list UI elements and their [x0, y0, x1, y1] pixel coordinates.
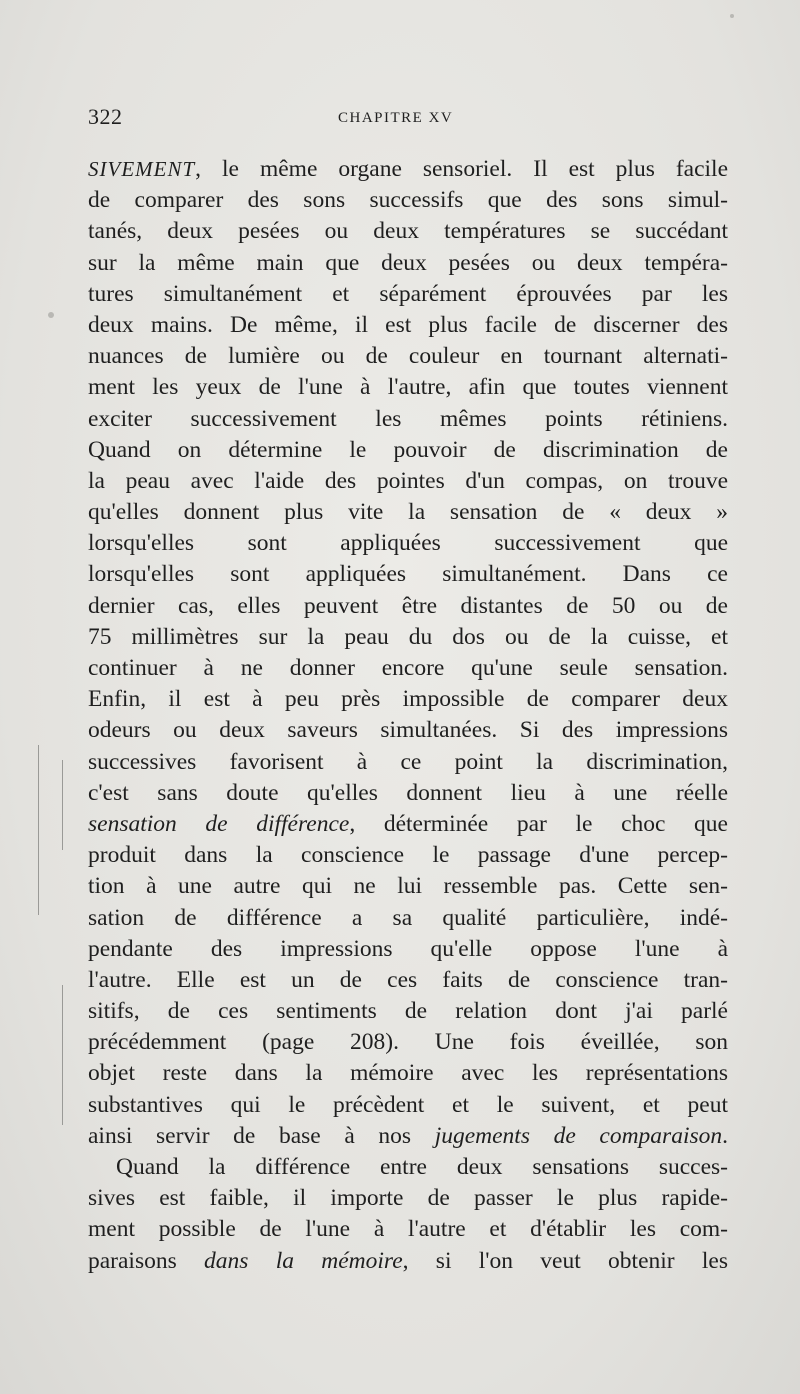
emphasis-run: jugements de comparaison: [434, 1122, 723, 1149]
text-line: [88, 528, 728, 559]
page-speck: [730, 14, 734, 18]
text-run: tures simultanément et séparément éprouvées par les: [88, 280, 728, 307]
text-run: produit dans la conscience le passage d'une percep-: [88, 842, 728, 869]
text-line: [88, 591, 728, 622]
text-line: [88, 778, 728, 809]
text-line: [88, 965, 728, 996]
text-run: substantives qui le précèdent et le suivent, et peut: [88, 1091, 728, 1118]
text-line: [88, 1214, 728, 1245]
text-line: [88, 341, 728, 372]
page-number: 322: [88, 104, 123, 129]
text-run: tanés, deux pesées ou deux températures se succédant: [88, 218, 728, 245]
text-line: [88, 1246, 728, 1277]
text-run: ment les yeux de l'une à l'autre, afin que toutes viennent: [88, 374, 728, 401]
text-run: , le même organe sensoriel. Il est plus facile: [195, 156, 728, 182]
text-run: exciter successivement les mêmes points rétiniens.: [88, 405, 728, 432]
text-run: qu'elles donnent plus vite la sensation de « deux »: [88, 499, 728, 526]
text-line: [88, 1090, 728, 1121]
page-speck: [48, 312, 54, 318]
text-line: [88, 840, 728, 871]
running-head: CHAPITRE XV: [338, 110, 454, 126]
text-run: sives est faible, il importe de passer le plus rapide-: [88, 1185, 728, 1212]
body-text: [88, 154, 728, 1277]
text-run: objet reste dans la mémoire avec les représentations: [88, 1060, 728, 1087]
emphasis-run: dans la mémoire: [204, 1247, 403, 1274]
text-run: ainsi servir de base à nos: [88, 1122, 435, 1149]
margin-pencil-mark: [62, 985, 63, 1125]
emphasis-run: sensation de différence: [88, 810, 350, 837]
page-header: [88, 104, 728, 140]
text-line: [88, 372, 728, 403]
emphasis-run: SIVEMENT: [88, 157, 196, 181]
text-run: précédemment (page 208). Une fois éveillée, son: [88, 1029, 728, 1056]
text-line: [88, 653, 728, 684]
text-line: [88, 216, 728, 247]
text-run: l'autre. Elle est un de ces faits de conscience tran-: [88, 966, 728, 993]
text-line: [88, 622, 728, 653]
text-run: 75 millimètres sur la peau du dos ou de la cuisse, et: [88, 623, 728, 650]
text-line: [88, 996, 728, 1027]
text-line: [88, 934, 728, 965]
text-line: [88, 185, 728, 216]
text-run: lorsqu'elles sont appliquées successivement que: [88, 530, 728, 557]
text-line: [88, 1152, 728, 1183]
text-line: [88, 279, 728, 310]
text-run: odeurs ou deux saveurs simultanées. Si des impressions: [88, 717, 728, 744]
text-run: tion à une autre qui ne lui ressemble pas. Cette sen-: [88, 873, 728, 900]
text-run: sur la même main que deux pesées ou deux tempéra-: [88, 249, 728, 276]
text-run: continuer à ne donner encore qu'une seule sensation.: [88, 655, 728, 681]
text-run: nuances de lumière ou de couleur en tournant alternati-: [88, 343, 728, 370]
text-run: lorsqu'elles sont appliquées simultanément. Dans ce: [88, 561, 728, 588]
text-run: sitifs, de ces sentiments de relation dont j'ai parlé: [88, 998, 728, 1025]
text-run: paraisons: [88, 1247, 205, 1274]
text-run: Quand la différence entre deux sensations succes-: [116, 1154, 728, 1180]
text-run: , déterminée par le choc que: [349, 810, 728, 837]
text-line: [88, 1027, 728, 1058]
text-run: ment possible de l'une à l'autre et d'établir les com-: [88, 1216, 728, 1243]
text-run: la peau avec l'aide des pointes d'un compas, on trouve: [88, 467, 728, 494]
text-line: [88, 310, 728, 341]
text-line: [88, 903, 728, 934]
text-line: [88, 1058, 728, 1089]
text-run: .: [722, 1122, 729, 1149]
text-run: deux mains. De même, il est plus facile de discerner des: [88, 311, 728, 338]
text-line: [88, 747, 728, 778]
text-line: [88, 715, 728, 746]
text-run: sation de différence a sa qualité particulière, indé-: [88, 904, 728, 931]
text-run: , si l'on veut obtenir les: [402, 1247, 728, 1274]
text-line: [88, 809, 728, 840]
text-run: dernier cas, elles peuvent être distantes de 50 ou de: [88, 592, 728, 619]
text-line: [88, 497, 728, 528]
text-line: [88, 404, 728, 435]
margin-pencil-mark: [62, 760, 63, 850]
text-line: [88, 154, 728, 185]
text-line: [88, 1183, 728, 1214]
text-line: [88, 435, 728, 466]
text-run: successives favorisent à ce point la discrimination,: [88, 748, 728, 775]
text-run: Quand on détermine le pouvoir de discrimination de: [88, 436, 728, 463]
margin-pencil-mark: [38, 745, 39, 915]
text-line: [88, 248, 728, 279]
text-line: [88, 871, 728, 902]
text-line: [88, 559, 728, 590]
text-run: de comparer des sons successifs que des sons simul-: [88, 187, 728, 214]
text-line: [88, 684, 728, 715]
text-run: Enfin, il est à peu près impossible de comparer deux: [88, 686, 728, 713]
text-run: pendante des impressions qu'elle oppose l'une à: [88, 935, 728, 962]
text-line: [88, 466, 728, 497]
text-run: c'est sans doute qu'elles donnent lieu à une réelle: [88, 779, 728, 806]
text-line: [88, 1121, 728, 1152]
